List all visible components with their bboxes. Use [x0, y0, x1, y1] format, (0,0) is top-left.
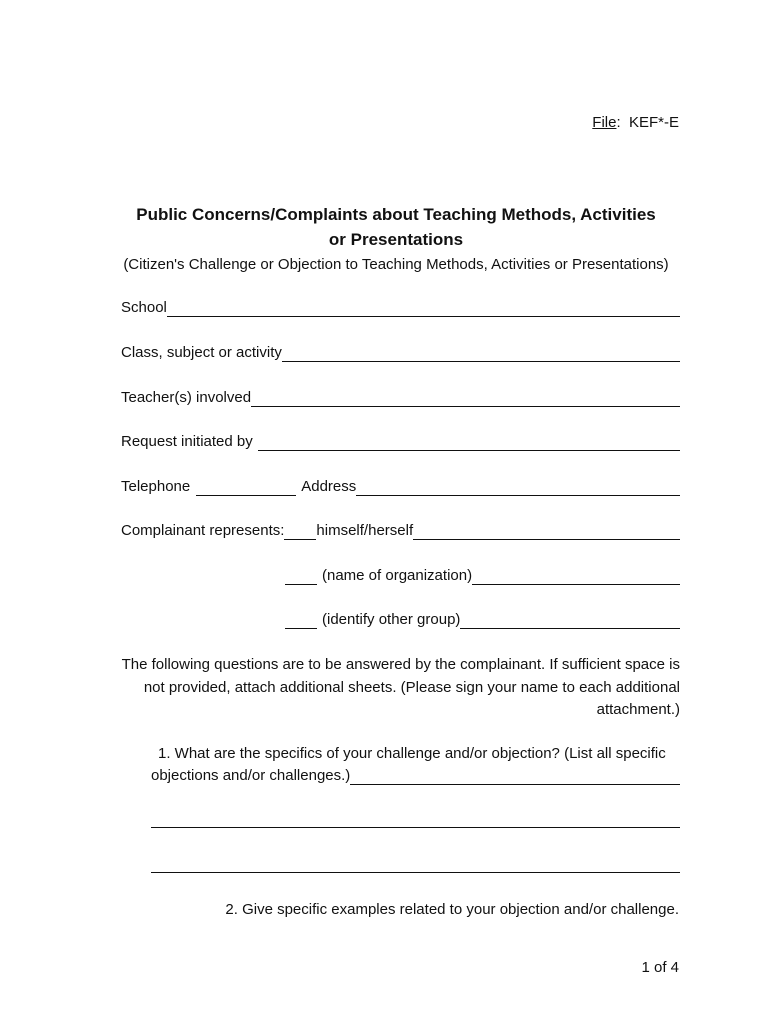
class-label: Class, subject or activity: [121, 344, 282, 361]
contact-row: [121, 478, 680, 496]
school-field[interactable]: [167, 300, 680, 317]
question-1-answer-line-2[interactable]: [151, 827, 680, 828]
file-code: KEF*-E: [628, 114, 679, 131]
class-field[interactable]: [282, 345, 680, 362]
teachers-field[interactable]: [251, 390, 680, 407]
represents-row: [121, 522, 680, 540]
request-row: [121, 433, 680, 451]
class-row: [121, 344, 680, 362]
request-label: Request initiated by: [121, 433, 253, 450]
address-label: Address: [301, 478, 357, 495]
telephone-field[interactable]: [196, 479, 296, 496]
request-field[interactable]: [258, 434, 680, 451]
file-separator: :: [616, 114, 621, 131]
organization-blank[interactable]: [285, 568, 317, 585]
title-line-1: Public Concerns/Complaints about Teaching Methods, Activities: [136, 205, 656, 224]
represents-label: Complainant represents:: [121, 522, 285, 539]
himself-label: himself/herself: [316, 522, 414, 539]
other-group-field[interactable]: [460, 612, 680, 629]
question-1-line-1: 1. What are the specifics of your challenge and/or objection? (List all specific: [158, 745, 666, 762]
school-row: [121, 299, 680, 317]
organization-label: (name of organization): [322, 567, 473, 584]
himself-field[interactable]: [413, 523, 680, 540]
question-1-row: [151, 767, 680, 785]
other-group-row: [285, 611, 680, 629]
other-group-blank[interactable]: [285, 612, 317, 629]
question-1-field[interactable]: [350, 768, 680, 785]
file-reference: [592, 114, 679, 131]
other-group-label: (identify other group): [322, 611, 461, 628]
instructions-line-2: not provided, attach additional sheets. (Please sign your name to each additional: [143, 678, 680, 696]
form-title: [100, 202, 692, 252]
telephone-label: Telephone: [121, 478, 191, 495]
instructions-line-1: The following questions are to be answered by the complainant. If sufficient space is: [121, 656, 680, 673]
question-2-text: 2. Give specific examples related to your objection and/or challenge.: [225, 901, 679, 918]
organization-field[interactable]: [472, 568, 680, 585]
teachers-row: [121, 389, 680, 407]
page-number: 1 of 4: [641, 959, 679, 976]
organization-row: [285, 567, 680, 585]
teachers-label: Teacher(s) involved: [121, 389, 252, 406]
school-label: School: [121, 299, 167, 316]
title-line-2: or Presentations: [328, 230, 464, 249]
address-field[interactable]: [356, 479, 680, 496]
himself-blank[interactable]: [284, 523, 316, 540]
form-subtitle: (Citizen's Challenge or Objection to Teaching Methods, Activities or Presentations): [123, 256, 669, 273]
file-label: File: [592, 114, 617, 131]
instructions-line-3: attachment.): [596, 701, 680, 718]
instructions-paragraph: [110, 654, 680, 722]
question-1-answer-line-3[interactable]: [151, 872, 680, 873]
question-1-line-2: objections and/or challenges.): [151, 767, 351, 784]
